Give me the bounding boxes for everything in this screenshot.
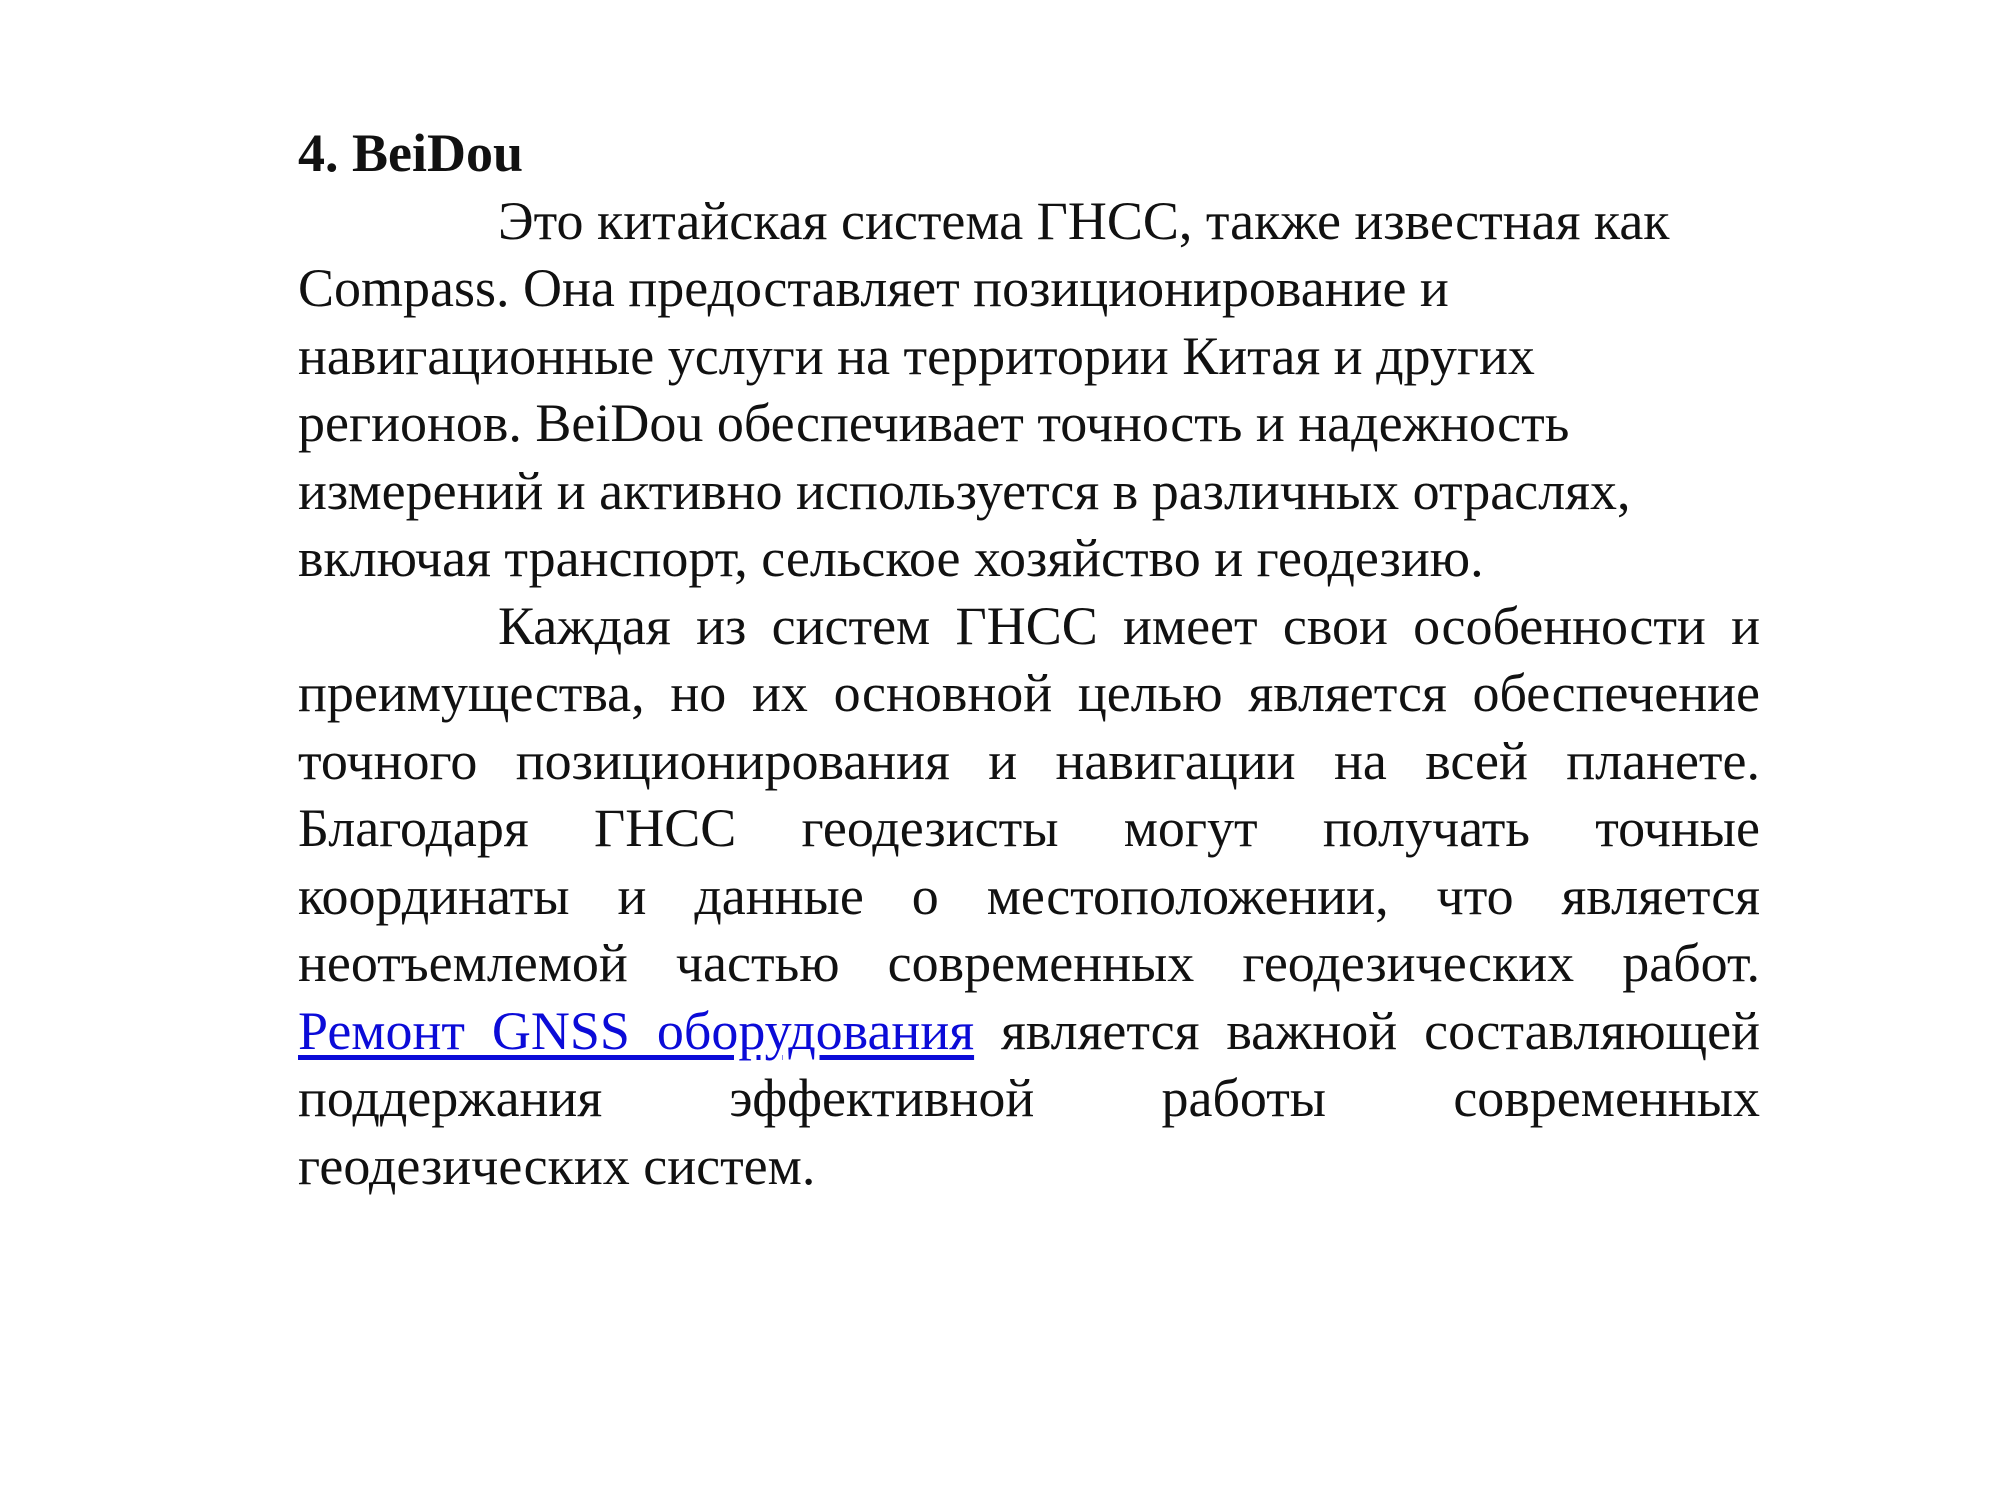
paragraph-text-before-link: Каждая из систем ГНСС имеет свои особенности и преимущества, но их основной целью является обеспечение точного позиционирования и навигации на всей планете. Благодаря ГНСС геодезисты могут получать точные координаты и данные о местоположении, что является неотъемлемой частью современных геодезических работ.: [298, 595, 1760, 993]
paragraph-beidou-description: Это китайская система ГНСС, также известная как Compass. Она предоставляет позиционирование и навигационные услуги на территории Китая и других регионов. BeiDou обеспечивает точность и надежность измерений и активно используется в различных отраслях, включая транспорт, сельское хозяйство и геодезию.: [298, 190, 1670, 588]
document-page: [298, 120, 1760, 1200]
paragraph-text-after-link: является важной составляющей поддержания эффективной работы современных геодезических систем.: [298, 1000, 1760, 1196]
gnss-repair-link[interactable]: Ремонт GNSS оборудования: [298, 1000, 975, 1061]
paragraph-gnss-summary: [298, 593, 1760, 1201]
section-heading: 4. BeiDou: [298, 123, 524, 183]
